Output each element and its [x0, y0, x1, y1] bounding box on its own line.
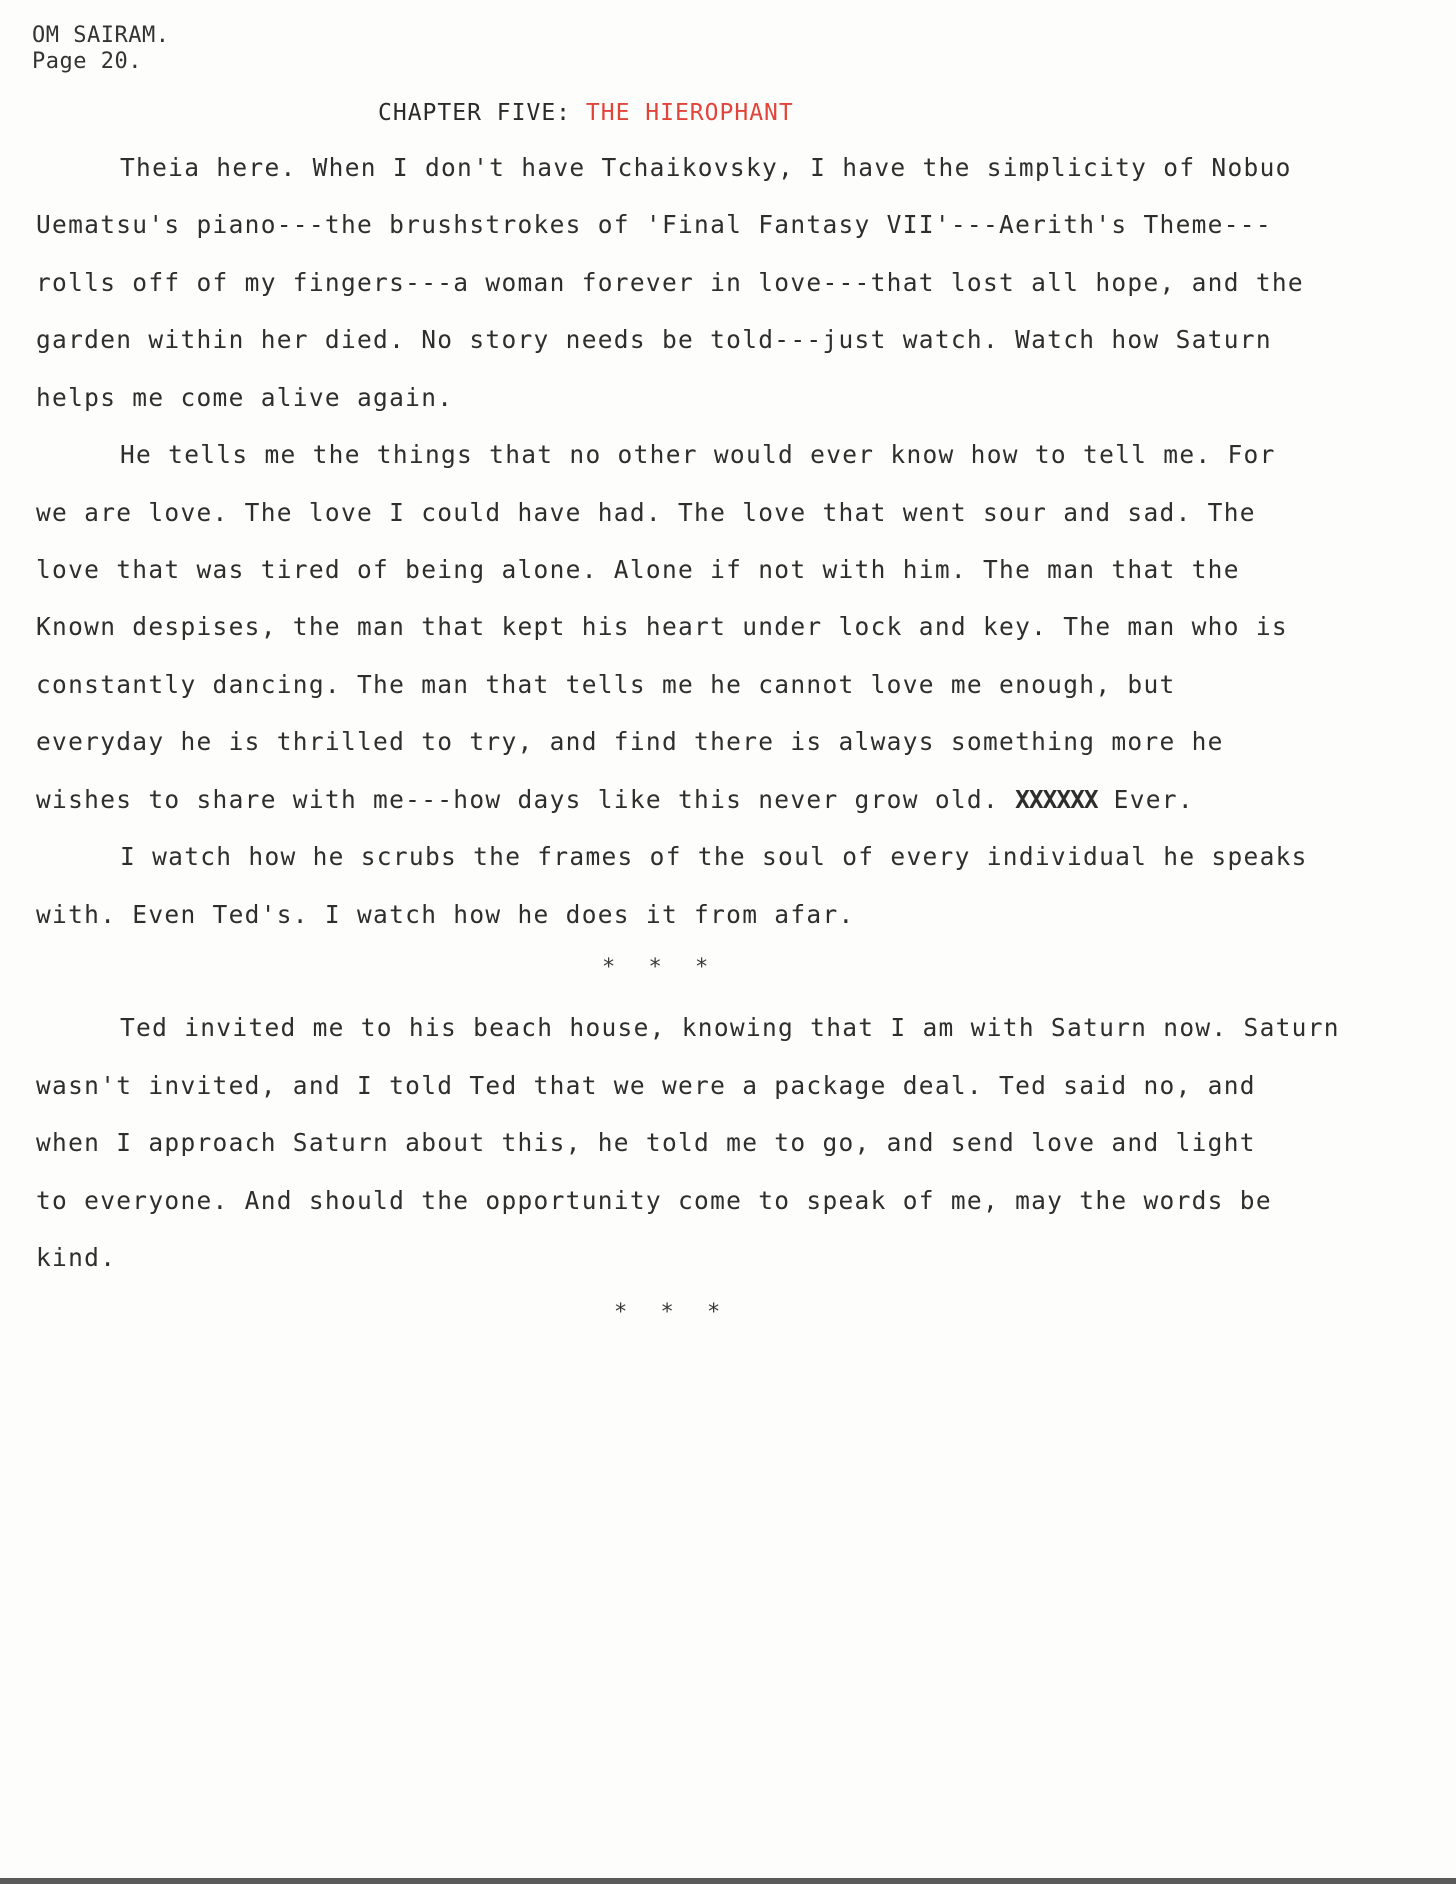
text-line: Ted invited me to his beach house, knowing that I am with Saturn now. Saturn [120, 1013, 1340, 1042]
text-line: everyday he is thrilled to try, and find there is always something more he [36, 727, 1224, 756]
section-separator: * * * [614, 1300, 731, 1325]
text-line-body: wishes to share with me---how days like this never grow old. [36, 785, 1000, 814]
text-line: wasn't invited, and I told Ted that we were a package deal. Ted said no, and [36, 1071, 1256, 1100]
text-line [36, 785, 1194, 814]
text-ever: Ever. [1097, 785, 1194, 814]
text-line: Theia here. When I don't have Tchaikovsky, I have the simplicity of Nobuo [120, 153, 1292, 182]
text-line: love that was tired of being alone. Alone if not with him. The man that the [36, 555, 1240, 584]
text-line: I watch how he scrubs the frames of the soul of every individual he speaks [120, 842, 1308, 871]
text-line: with. Even Ted's. I watch how he does it from afar. [36, 900, 855, 929]
chapter-prefix: CHAPTER FIVE: [378, 100, 586, 126]
text-line: rolls off of my fingers---a woman forever in love---that lost all hope, and the [36, 268, 1304, 297]
text-line: Uematsu's piano---the brushstrokes of 'Final Fantasy VII'---Aerith's Theme--- [36, 210, 1272, 239]
text-line: Known despises, the man that kept his heart under lock and key. The man who is [36, 612, 1288, 641]
text-line: constantly dancing. The man that tells me he cannot love me enough, but [36, 670, 1176, 699]
text-line: helps me come alive again. [36, 383, 454, 412]
text-line: to everyone. And should the opportunity come to speak of me, may the words be [36, 1186, 1272, 1215]
chapter-heading [378, 100, 794, 126]
chapter-title: THE HIEROPHANT [585, 100, 794, 126]
text-line: when I approach Saturn about this, he told me to go, and send love and light [36, 1128, 1256, 1157]
text-line: garden within her died. No story needs be told---just watch. Watch how Saturn [36, 325, 1272, 354]
scan-bottom-edge [0, 1878, 1456, 1884]
section-separator: * * * [602, 955, 719, 980]
header-om-sairam: OM SAIRAM. [32, 23, 170, 48]
text-line: we are love. The love I could have had. The love that went sour and sad. The [36, 498, 1256, 527]
text-line: kind. [36, 1243, 117, 1272]
page-number: Page 20. [32, 49, 142, 74]
text-line: He tells me the things that no other would ever know how to tell me. For [120, 440, 1276, 469]
struck-out-text: XXXXXX [1015, 785, 1098, 814]
